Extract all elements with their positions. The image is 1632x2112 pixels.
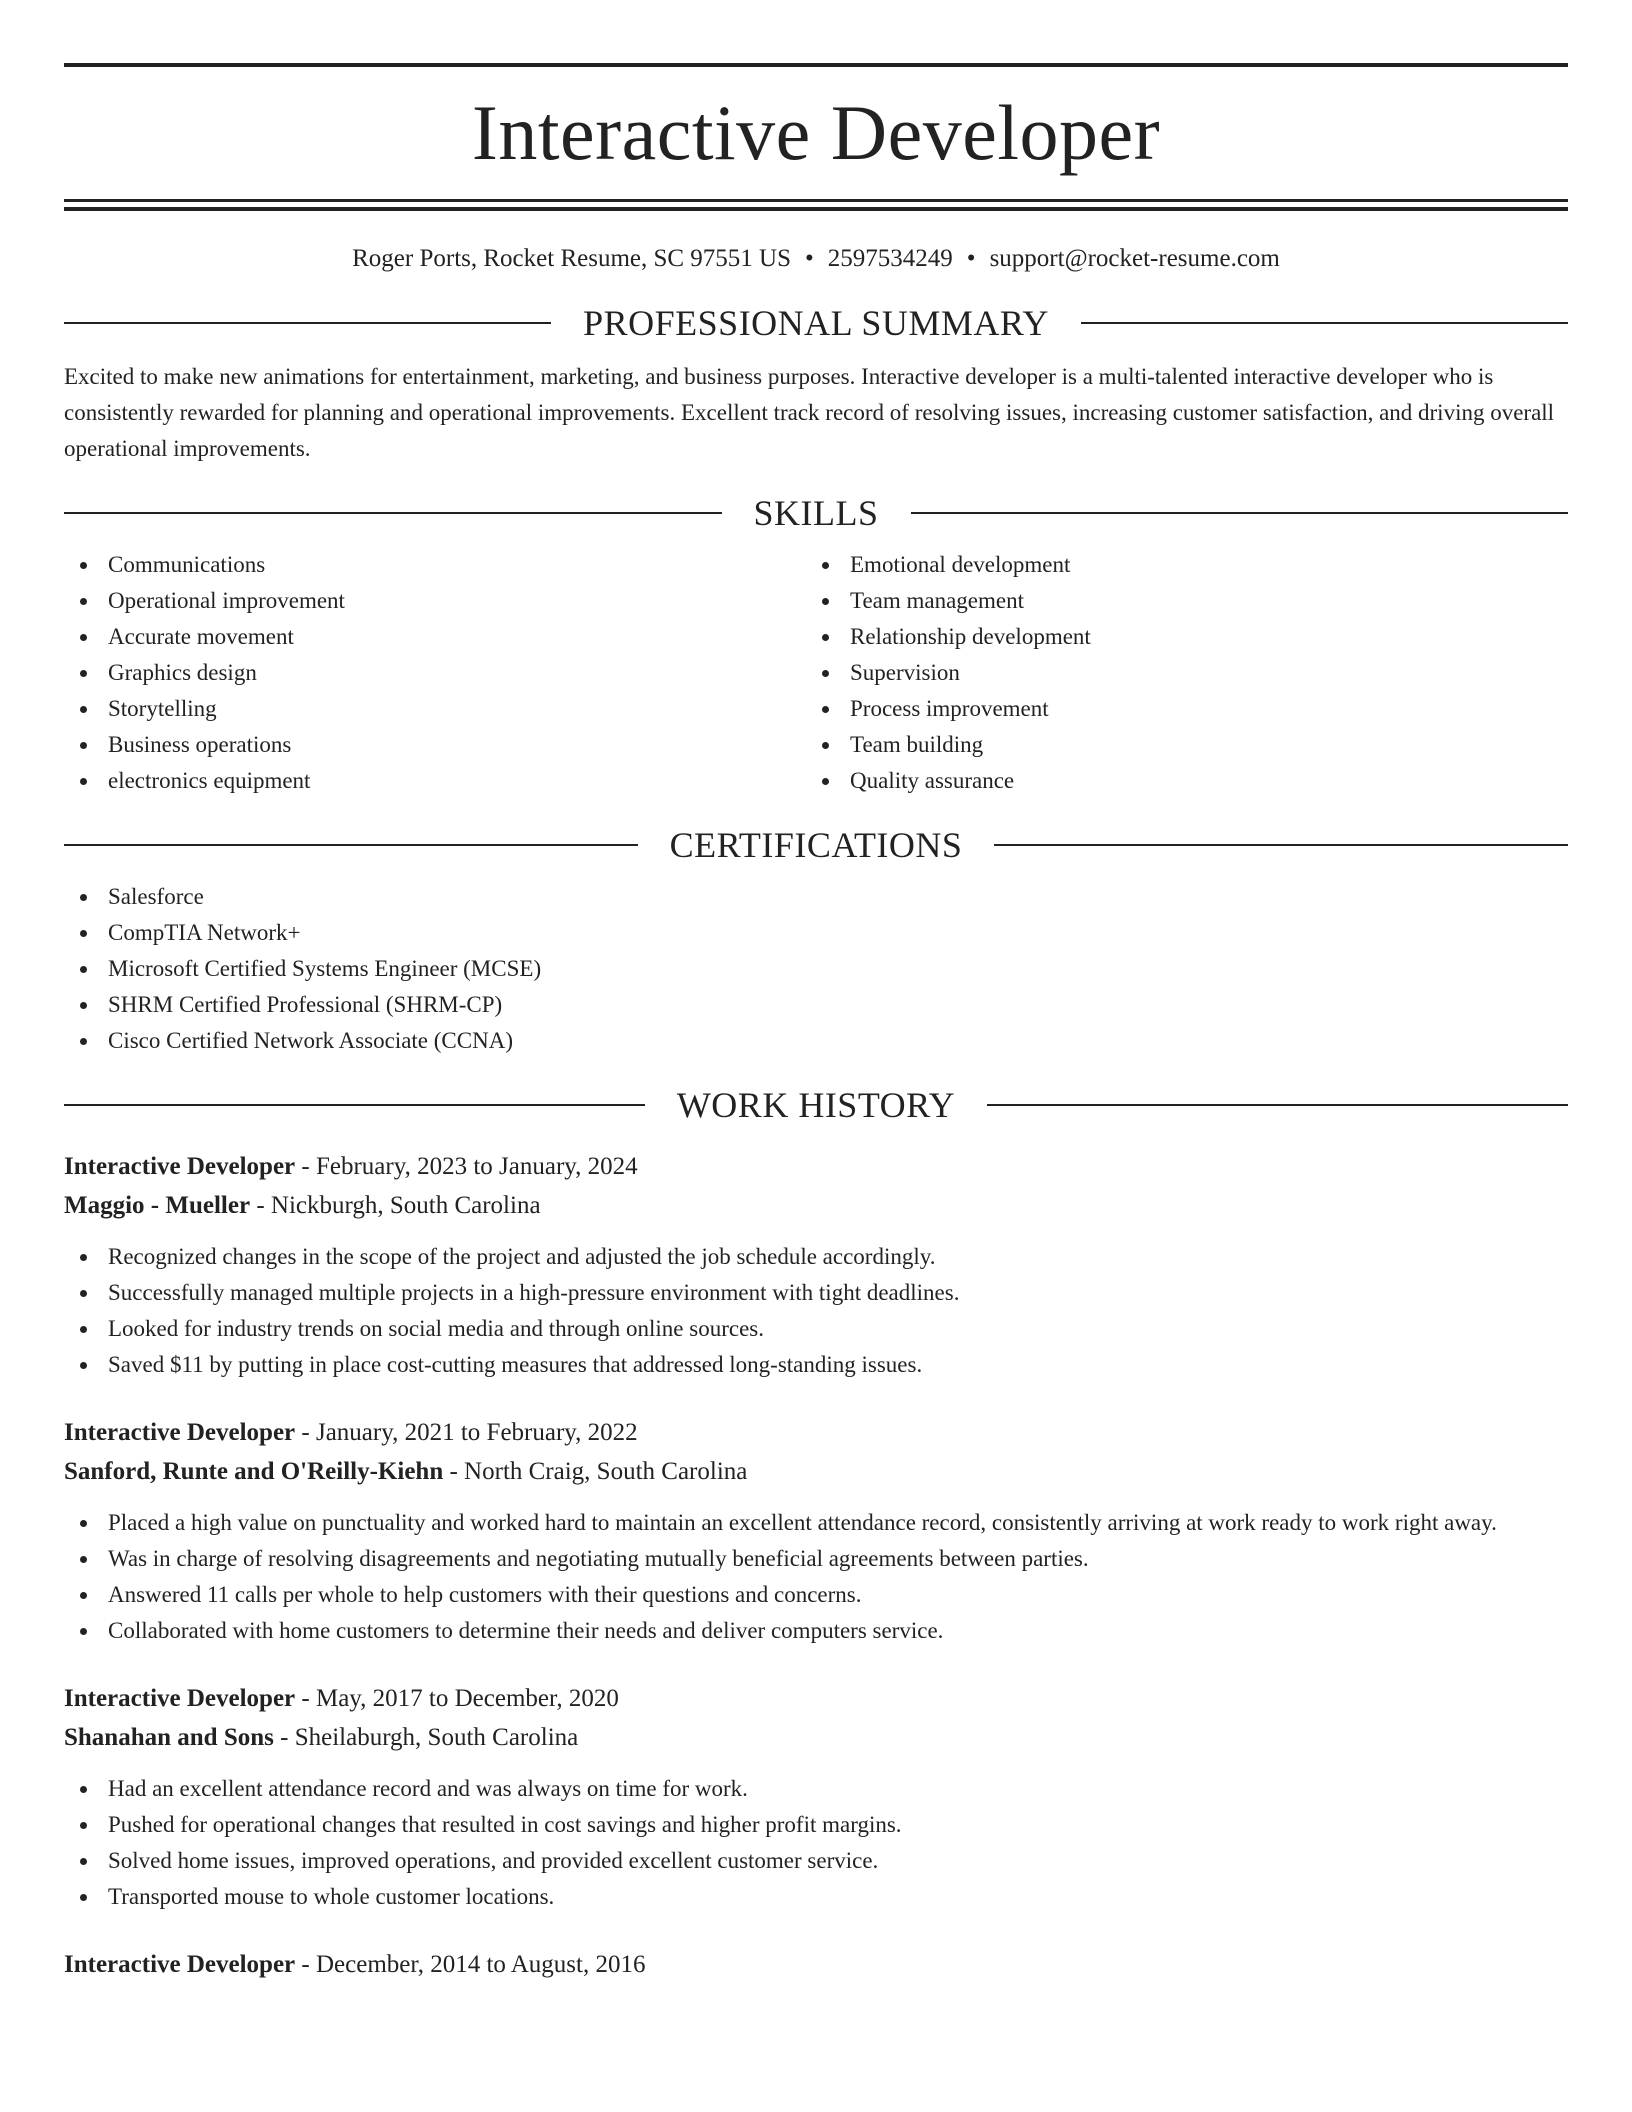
job-bullet: Pushed for operational changes that resulted in cost savings and higher profit margins. [64,1807,1568,1843]
resume-name: Interactive Developer [471,89,1161,176]
job-location: - Sheilaburgh, South Carolina [273,1724,579,1751]
job-title-line [64,1413,1568,1452]
job-bullets [64,1239,1568,1383]
skill-item: Storytelling [64,691,806,727]
job-entry [64,1413,1568,1649]
job-company-line [64,1718,1568,1757]
contact-line [64,243,1568,275]
job-role: Interactive Developer [64,1685,296,1712]
header-top-rule [64,63,1568,67]
skill-item: Emotional development [806,547,1548,583]
job-dates: - December, 2014 to August, 2016 [295,1951,646,1978]
skill-item: Accurate movement [64,619,806,655]
job-bullet: Answered 11 calls per whole to help customers with their questions and concerns. [64,1577,1568,1613]
skill-item: Supervision [806,655,1548,691]
contact-separator: • [805,245,814,272]
skill-item: Operational improvement [64,583,806,619]
skill-item: Communications [64,547,806,583]
skills-column-left [64,547,806,799]
certification-item: Cisco Certified Network Associate (CCNA) [64,1023,1568,1059]
skill-item: electronics equipment [64,763,806,799]
job-bullet: Recognized changes in the scope of the project and adjusted the job schedule accordingly. [64,1239,1568,1275]
certifications-heading [64,823,1568,867]
job-company-line [64,1186,1568,1225]
certification-item: Microsoft Certified Systems Engineer (MCSE) [64,951,1568,987]
job-role: Interactive Developer [64,1419,296,1446]
skill-item: Relationship development [806,619,1548,655]
skill-item: Graphics design [64,655,806,691]
skills-list [64,547,1568,799]
job-entry [64,1679,1568,1915]
skills-title: SKILLS [753,493,879,533]
job-entry [64,1945,1568,1984]
job-company: Sanford, Runte and O'Reilly-Kiehn [64,1458,444,1485]
job-bullet: Placed a high value on punctuality and worked hard to maintain an excellent attendance record, consistently arriving at work ready to work right away. [64,1505,1568,1541]
contact-separator: • [966,245,976,272]
certification-item: Salesforce [64,879,1568,915]
job-role: Interactive Developer [64,1951,296,1978]
job-title-line [64,1147,1568,1186]
job-location: - Nickburgh, South Carolina [250,1192,541,1219]
certification-item: CompTIA Network+ [64,915,1568,951]
contact-address: Roger Ports, Rocket Resume, SC 97551 US [352,245,792,272]
work-history-list [64,1147,1568,1984]
job-location: - North Craig, South Carolina [443,1458,748,1485]
header-double-rule [64,199,1568,211]
job-bullets [64,1505,1568,1649]
job-bullet: Had an excellent attendance record and was always on time for work. [64,1771,1568,1807]
job-bullet: Solved home issues, improved operations, and provided excellent customer service. [64,1843,1568,1879]
job-dates: - January, 2021 to February, 2022 [295,1419,638,1446]
skill-item: Business operations [64,727,806,763]
job-role: Interactive Developer [64,1153,296,1180]
job-dates: - May, 2017 to December, 2020 [295,1685,619,1712]
skill-item: Process improvement [806,691,1548,727]
certification-item: SHRM Certified Professional (SHRM-CP) [64,987,1568,1023]
contact-phone: 2597534249 [827,245,953,272]
job-bullets [64,1771,1568,1915]
certifications-list [64,879,1568,1059]
resume-page [64,0,1568,1984]
certifications-title: CERTIFICATIONS [669,825,963,865]
job-bullet: Was in charge of resolving disagreements and negotiating mutually beneficial agreements between parties. [64,1541,1568,1577]
summary-text: Excited to make new animations for entertainment, marketing, and business purposes. Interactive developer is a multi-talented interactive developer who is consistently rewarded for planning and operational improvements. Excellent track record of resolving issues, increasing customer satisfaction, and driving overall operational improvements. [64,364,1555,461]
skill-item: Team building [806,727,1548,763]
work-history-title: WORK HISTORY [676,1085,956,1125]
job-title-line [64,1945,1568,1984]
job-bullet: Successfully managed multiple projects in a high-pressure environment with tight deadlines. [64,1275,1568,1311]
job-bullet: Transported mouse to whole customer locations. [64,1879,1568,1915]
skill-item: Team management [806,583,1548,619]
job-dates: - February, 2023 to January, 2024 [295,1153,638,1180]
contact-email: support@rocket-resume.com [989,245,1280,272]
work-history-heading [64,1083,1568,1127]
job-entry [64,1147,1568,1383]
job-title-line [64,1679,1568,1718]
skills-heading [64,491,1568,535]
skill-item: Quality assurance [806,763,1548,799]
skills-column-right [806,547,1548,799]
summary-heading [64,301,1568,345]
job-company: Maggio - Mueller [64,1192,251,1219]
job-company-line [64,1452,1568,1491]
job-bullet: Saved $11 by putting in place cost-cutting measures that addressed long-standing issues. [64,1347,1568,1383]
job-bullet: Looked for industry trends on social media and through online sources. [64,1311,1568,1347]
job-company: Shanahan and Sons [64,1724,274,1751]
job-bullet: Collaborated with home customers to determine their needs and deliver computers service. [64,1613,1568,1649]
summary-title: PROFESSIONAL SUMMARY [583,303,1049,343]
